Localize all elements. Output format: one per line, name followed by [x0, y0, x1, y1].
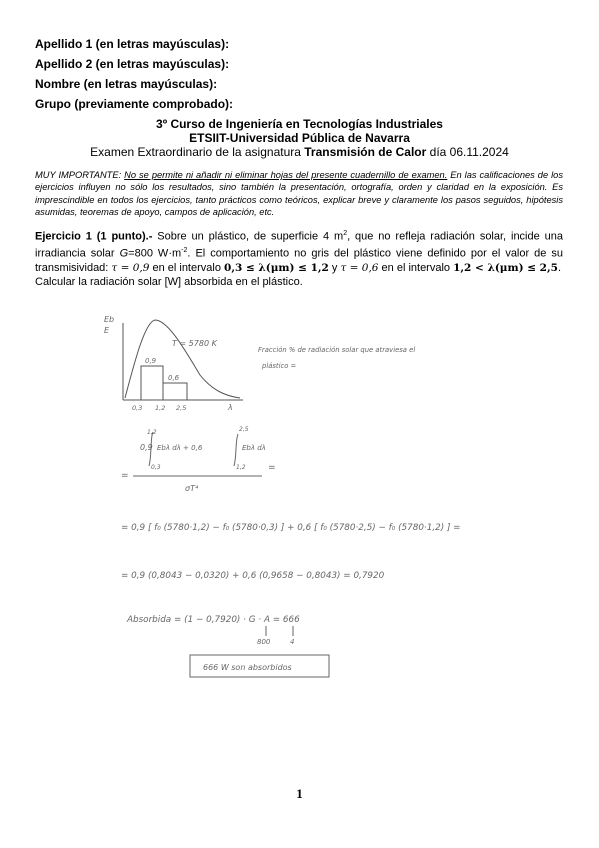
- surname1-field: Apellido 1 (en letras mayúsculas):: [35, 37, 230, 51]
- eq1-coef1: 0,9: [140, 443, 153, 452]
- subject-name: Transmisión de Calor: [304, 145, 427, 159]
- eq1-body2: Ebλ dλ: [242, 444, 266, 452]
- eq1-equals-2: =: [268, 463, 276, 473]
- spectrum-sketch: [123, 320, 243, 400]
- ex-text-2: , que no refleja radiación solar, incide una irradiancia solar: [35, 230, 563, 260]
- sub-G: 800: [257, 638, 271, 646]
- ex-interval-2: 1,2 < λ(μm) ≤ 2,5: [453, 262, 558, 275]
- eq1-int2-low: 1,2: [236, 464, 246, 471]
- ex-interval-1: 0,3 ≤ λ(μm) ≤ 1,2: [224, 262, 329, 275]
- sketch-ylabel-1: Eb: [104, 315, 115, 324]
- note-line-1: Fracción % de radiación solar que atraviesa el: [258, 346, 416, 354]
- ex-tau-1: τ = 0,9: [111, 262, 150, 275]
- exercise-question: Calcular la radiación solar [W] absorbida en el plástico.: [35, 276, 303, 288]
- course-title: 3º Curso de Ingeniería en Tecnologías Industriales: [156, 117, 443, 131]
- surname2-field: Apellido 2 (en letras mayúsculas):: [35, 57, 230, 71]
- sketch-bar-09: [141, 366, 163, 400]
- sketch-tick-12: 1,2: [155, 404, 166, 412]
- exercise-label: Ejercicio 1 (1 punto).-: [35, 230, 153, 243]
- absorbed-line: Absorbida = (1 − 0,7920) · G · A = 666: [127, 615, 300, 625]
- sketch-bar-06: [163, 383, 187, 400]
- eq1-denominator: σT⁴: [185, 484, 199, 493]
- important-label: MUY IMPORTANTE: [35, 170, 119, 180]
- ex-text-6: y: [328, 262, 341, 275]
- ex-text-5: en el intervalo: [149, 262, 225, 275]
- school-title: ETSIIT-Universidad Pública de Navarra: [189, 131, 410, 145]
- sub-A: 4: [290, 638, 295, 646]
- sketch-tick-03: 0,3: [132, 404, 143, 412]
- sketch-temp: T = 5780 K: [172, 339, 217, 348]
- sketch-tick-25: 2,5: [176, 404, 187, 412]
- ex-sup-2: 2: [343, 230, 348, 237]
- sketch-xlabel: λ: [228, 403, 233, 412]
- ex-sup-m2: -2: [181, 247, 188, 255]
- sketch-tau-06: 0,6: [168, 374, 180, 382]
- name-field: Nombre (en letras mayúsculas):: [35, 77, 218, 91]
- sketch-curve: [125, 320, 240, 398]
- important-rest: En las calificaciones de los ejercicios influyen no sólo los resultados, sino también la presentación, ortografía, orden y claridad en la exposición. Es imprescindible en todos los ejercicios, tanto prácticos como teóricos, explicar breve y claramente los pasos seguidos, hipótesis asumidas, teoremas de apoyo, campos de aplicación, etc.: [35, 170, 564, 217]
- eq2-line: = 0,9 [ f₀ (5780·1,2) − f₀ (5780·0,3) ] + 0,6 [ f₀ (5780·2,5) − f₀ (5780·1,2) ] =: [121, 523, 461, 533]
- exam-date: día 06.11.2024: [426, 145, 509, 159]
- ex-text-1: Sobre un plástico, de superficie 4 m: [152, 230, 344, 243]
- eq1-int1-up: 1,2: [147, 429, 157, 436]
- sketch-ylabel-2: E: [104, 326, 110, 335]
- important-sep: :: [118, 170, 125, 180]
- page-number: 1: [296, 786, 303, 801]
- eq3-line: = 0,9 (0,8043 − 0,0320) + 0,6 (0,9658 − 0,8043) = 0,7920: [121, 571, 385, 581]
- ex-text-3: =800 W·m: [128, 247, 182, 260]
- important-underlined: No se permite ni añadir ni eliminar hojas del presente cuadernillo de examen.: [124, 170, 448, 180]
- ex-G: G: [119, 247, 129, 260]
- ex-text-7: en el intervalo: [378, 262, 454, 275]
- result-text: 666 W son absorbidos: [203, 663, 292, 672]
- eq1-equals: =: [121, 471, 129, 481]
- ex-text-4: . El comportamiento no gris del plástico viene definido por el valor de su transmisividad:: [35, 247, 564, 275]
- sketch-tau-09: 0,9: [145, 357, 157, 365]
- ex-text-8: .: [557, 262, 562, 275]
- ex-tau-2: τ = 0,6: [340, 262, 379, 275]
- note-line-2: plástico =: [262, 362, 297, 370]
- eq1-integral-2: [234, 434, 238, 466]
- eq1-int2-up: 2,5: [239, 426, 249, 433]
- exam-prefix: Examen Extraordinario de la asignatura: [90, 145, 305, 159]
- group-field: Grupo (previamente comprobado):: [35, 97, 234, 111]
- eq1-body1: Ebλ dλ + 0,6: [157, 444, 203, 452]
- eq1-int1-low: 0,3: [151, 464, 161, 471]
